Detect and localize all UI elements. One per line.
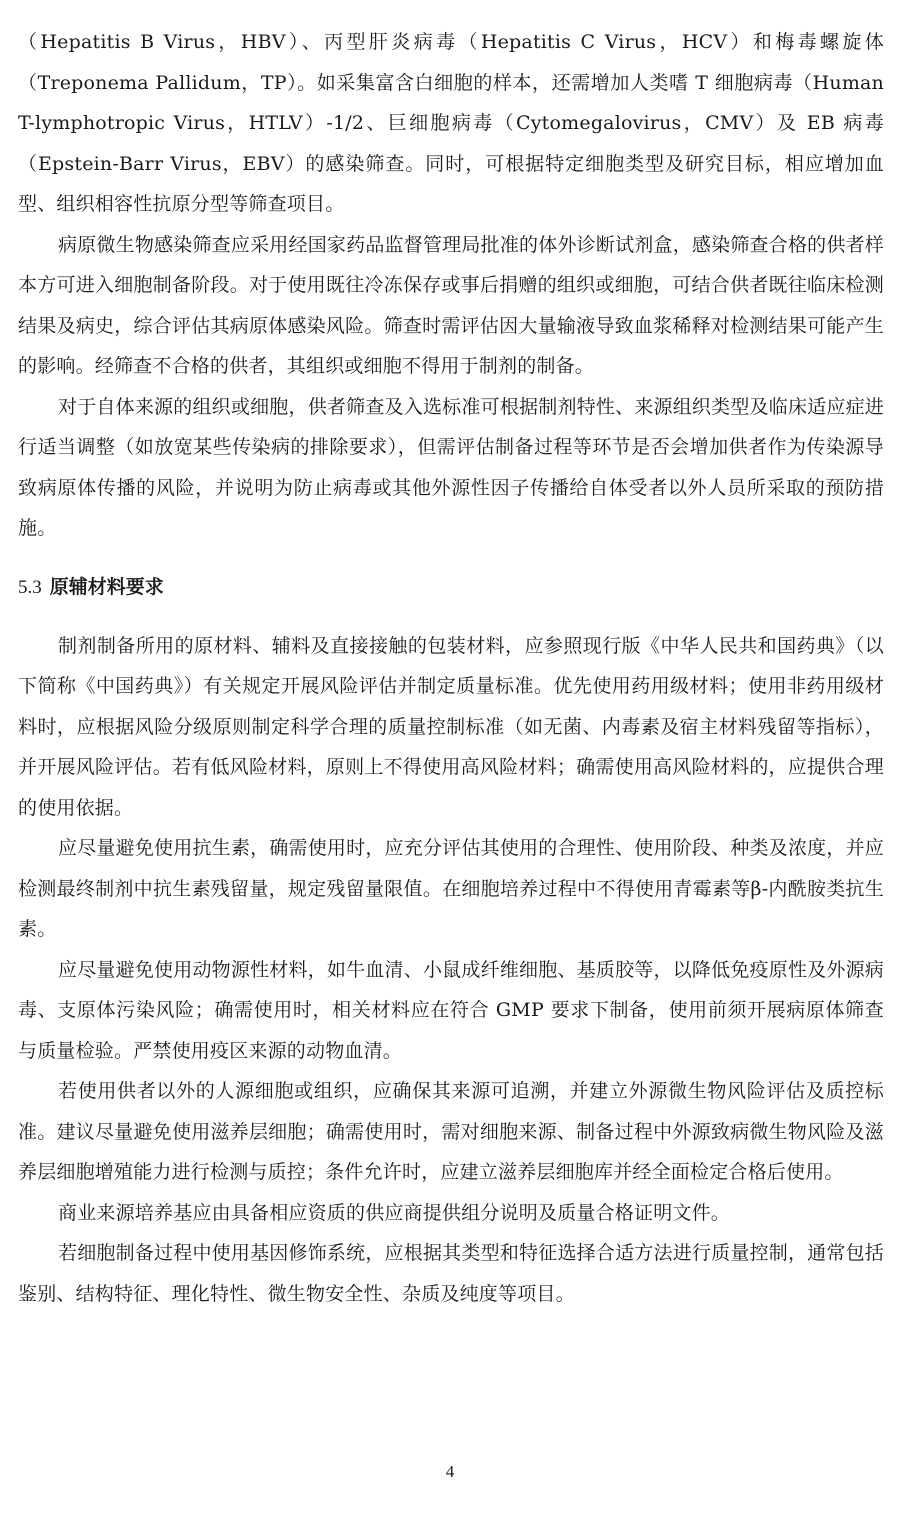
- section-heading: [18, 567, 884, 608]
- paragraph-virus-list-continuation: （Hepatitis B Virus，HBV）、丙型肝炎病毒（Hepatitis C Virus，HCV）和梅毒螺旋体（Treponema Pallidum，TP）。如采集富含白细胞的样本，还需增加人类嗜 T 细胞病毒（Human T-lymphotropic Virus，HTLV）-1/2、巨细胞病毒（Cytomegalovirus，CMV）及 EB 病毒（Epstein-Barr Virus，EBV）的感染筛查。同时，可根据特定细胞类型及研究目标，相应增加血型、组织相容性抗原分型等筛查项目。: [18, 31, 884, 215]
- paragraph-culture-medium: 商业来源培养基应由具备相应资质的供应商提供组分说明及质量合格证明文件。: [58, 1201, 731, 1224]
- paragraph-infection-screening: 病原微生物感染筛查应采用经国家药品监督管理局批准的体外诊断试剂盒，感染筛查合格的供者样本方可进入细胞制备阶段。对于使用既往冷冻保存或事后捐赠的组织或细胞，可结合供者既往临床检测结果及病史，综合评估其病原体感染风险。筛查时需评估因大量输液导致血浆稀释对检测结果可能产生的影响。经筛查不合格的供者，其组织或细胞不得用于制剂的制备。: [18, 233, 884, 377]
- section-number: 5.3: [18, 576, 42, 598]
- document-page: [18, 22, 884, 1314]
- paragraph-human-cells: 若使用供者以外的人源细胞或组织，应确保其来源可追溯，并建立外源微生物风险评估及质控标准。建议尽量避免使用滋养层细胞；确需使用时，需对细胞来源、制备过程中外源致病微生物风险及滋养层细胞增殖能力进行检测与质控；条件允许时，应建立滋养层细胞库并经全面检定合格后使用。: [18, 1080, 884, 1183]
- page-number: 4: [445, 1462, 455, 1481]
- paragraph-animal-materials: 应尽量避免使用动物源性材料，如牛血清、小鼠成纤维细胞、基质胶等，以降低免疫原性及外源病毒、支原体污染风险；确需使用时，相关材料应在符合 GMP 要求下制备，使用前须开展病原体筛查与质量检验。严禁使用疫区来源的动物血清。: [18, 958, 884, 1062]
- paragraph-autologous-source: 对于自体来源的组织或细胞，供者筛查及入选标准可根据制剂特性、来源组织类型及临床适应症进行适当调整（如放宽某些传染病的排除要求），但需评估制备过程等环节是否会增加供者作为传染源导致病原体传播的风险，并说明为防止病毒或其他外源性因子传播给自体受者以外人员所采取的预防措施。: [18, 395, 884, 539]
- paragraph-raw-materials: 制剂制备所用的原材料、辅料及直接接触的包装材料，应参照现行版《中华人民共和国药典》（以下简称《中国药典》）有关规定开展风险评估并制定质量标准。优先使用药用级材料；使用非药用级材料时，应根据风险分级原则制定科学合理的质量控制标准（如无菌、内毒素及宿主材料残留等指标），并开展风险评估。若有低风险材料，原则上不得使用高风险材料；确需使用高风险材料的，应提供合理的使用依据。: [18, 634, 884, 819]
- paragraph-antibiotics: 应尽量避免使用抗生素，确需使用时，应充分评估其使用的合理性、使用阶段、种类及浓度，并应检测最终制剂中抗生素残留量，规定残留量限值。在细胞培养过程中不得使用青霉素等β-内酰胺类抗生素。: [18, 837, 884, 940]
- section-title: 原辅材料要求: [49, 575, 164, 598]
- paragraph-gene-modification: 若细胞制备过程中使用基因修饰系统，应根据其类型和特征选择合适方法进行质量控制，通常包括鉴别、结构特征、理化特性、微生物安全性、杂质及纯度等项目。: [18, 1242, 884, 1305]
